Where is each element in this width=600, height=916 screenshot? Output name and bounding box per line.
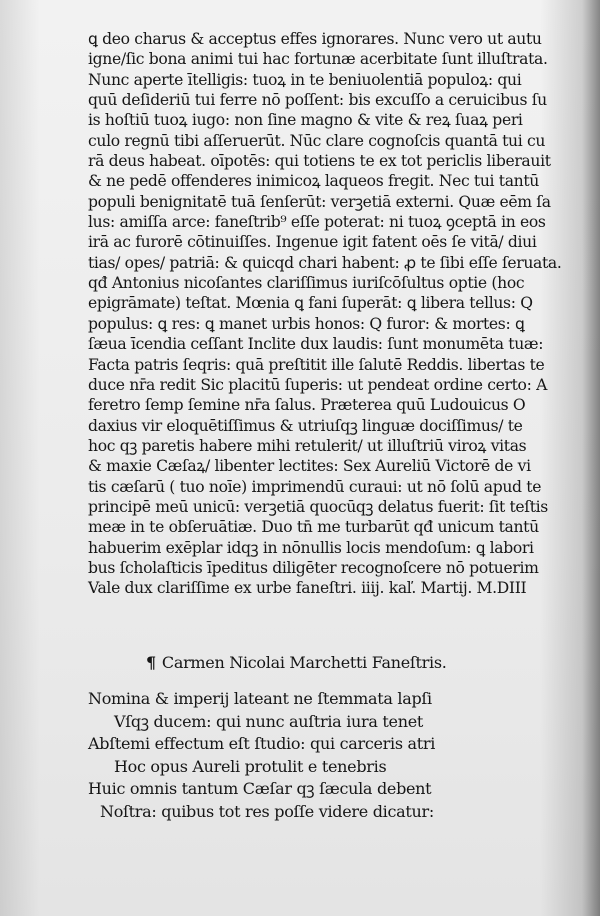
text-line: meæ in te obſeruātiæ. Duo tn̄ me turbarūt qđ unicum tantū [88,518,539,537]
text-line: & maxie Cæſaꝝ/ libenter lectites: Sex Aureliū Victorē de vi [88,457,531,476]
poem-line: Noſtra: quibus tot res poſſe videre dicatur: [100,801,434,821]
text-line: Nunc aperte ītelligis: tuoꝝ in te beniuolentiā populoꝝ: qui [88,70,522,89]
text-line: ꝗ deo charus & acceptus effes ignorares. Nunc vero ut autu [88,30,542,48]
text-line: quū deſideriū tui ferre nō poſſent: bis excuſſo a ceruicibus ſu [88,91,547,110]
text-line: irā ac furorē cōtinuiſſes. Ingenue igit fatent oēs ſe vitā/ diui [88,233,537,252]
text-line: bus ſcholaſticis īpeditus diligēter recognoſcere nō potuerim [88,558,539,577]
text-line: culo regnū tibi aſſeruerūt. Nūc clare cognoſcis quantā tui cu [88,131,546,150]
poem-line: Nomina & imperij lateant ne ſtemmata lapſi [88,689,432,708]
poem-line: Abſtemi effectum eſt ſtudio: qui carceris atri [88,734,436,754]
text-line: ſæua īcendia ceſſant Inclite dux laudis: ſunt monumēta tuæ: [88,335,544,354]
text-line: hoc qꝫ paretis habere mihi retulerit/ ut illuſtriū viroꝝ vitas [88,436,527,455]
pilcrow-mark: ¶ [146,653,156,672]
poem-heading [146,652,447,674]
poem-line: Huic omnis tantum Cæſar qꝫ ſæcula debent [88,779,432,799]
text-line: habuerim exēplar idqꝫ in nōnullis locis mendoſum: ꝗ labori [88,538,534,557]
prose-text-block [88,29,574,599]
text-line: qđ Antonius nicoſantes clariſſimus iuriſcōſultus optie (hoc [88,274,525,293]
text-line: daxius vir eloquētiſſimus & utriuſqꝫ linguæ dociſſimus/ te [88,416,523,435]
text-line: principē meū unicū: verꝫetiā quocūqꝫ delatus fuerit: ſit teſtis [88,497,548,516]
poem-block [88,688,488,824]
poem-line: Hoc opus Aureli protulit e tenebris [114,756,387,776]
text-line: populus: ꝗ res: ꝗ manet urbis honos: Q furor: & mortes: ꝗ [88,314,525,333]
poem-line: Vſqꝫ ducem: qui nunc auſtria iura tenet [114,711,423,731]
text-line: igne/ſic bona animi tui hac fortunæ acerbitate ſunt illuſtrata. [88,50,548,69]
text-line: lus: amiſſa arce: faneſtrib⁹ eſſe poterat: ni tuoꝝ ꝯceptā in eos [88,213,546,232]
text-line: duce nr̄a redit Sic placitū ſuperis: ut pendeat ordine certo: A [88,375,547,394]
text-line: tias/ opes/ patriā: & quicqd chari habent: ꝓ te ſibi eſſe ſeruata. [88,253,562,272]
text-line: & ne pedē offenderes inimicoꝝ laqueos fregit. Nec tui tantū [88,172,539,191]
text-line: feretro ſemp ſemine nr̄a ſalus. Præterea quū Ludouicus O [88,396,526,415]
text-line: rā deus habeat. oīpotēs: qui totiens te ex tot periclis liberauit [88,152,551,171]
text-line: Facta patris ſeqris: quā preſtitit ille ſalutē Reddis. libertas te [88,355,545,374]
text-line: tis cæſarū ( tuo noīe) imprimendū curaui: ut nō ſolū apud te [88,477,542,496]
poem-title: Carmen Nicolai Marchetti Faneſtris. [161,653,447,672]
text-line: Vale dux clariſſime ex urbe faneſtri. iiij. kaľ. Martij. M.DIII [88,579,527,598]
text-line: epigrāmate) teſtat. Mœnia ꝗ fani ſuperāt: ꝗ libera tellus: Q [88,294,533,313]
text-line: populi benignitatē tuā ſenſerūt: verꝫetiā externi. Quæ eēm ſa [88,192,551,211]
text-line: is hoſtiū tuoꝝ iugo: non ſine magno & vite & reꝝ ſuaꝝ peri [88,111,523,130]
